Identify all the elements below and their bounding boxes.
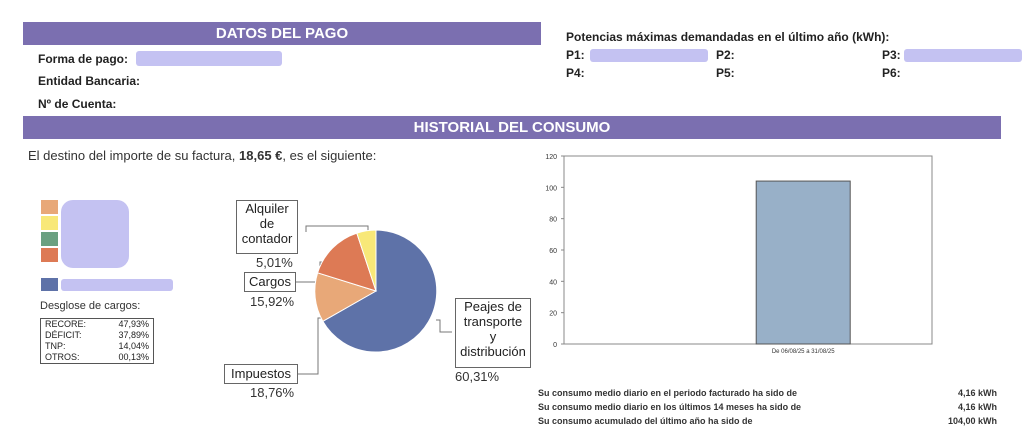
y-tick-label: 40 xyxy=(549,279,557,287)
y-tick-label: 100 xyxy=(545,185,557,193)
y-tick-label: 20 xyxy=(549,310,557,318)
summary-line-3: Su consumo acumulado del último año ha sido de xyxy=(538,416,753,426)
p2-label: P2: xyxy=(716,48,735,62)
entidad-bancaria-label: Entidad Bancaria: xyxy=(38,74,141,88)
callout-cargos: Cargos xyxy=(244,272,296,292)
p6-label: P6: xyxy=(882,66,901,80)
cargo-name: RECORE: xyxy=(45,319,87,329)
numero-cuenta-label: Nº de Cuenta: xyxy=(38,97,117,111)
datos-pago-header: DATOS DEL PAGO xyxy=(23,22,541,45)
callout-alquiler: Alquiler de contador xyxy=(236,200,298,254)
cargo-value: 37,89% xyxy=(118,330,149,340)
cargo-name: OTROS: xyxy=(45,352,80,362)
y-tick-label: 120 xyxy=(545,154,557,161)
cargo-name: TNP: xyxy=(45,341,66,351)
callout-impuestos: Impuestos xyxy=(224,364,298,384)
y-tick-label: 60 xyxy=(549,248,557,255)
cargo-name: DÉFICIT: xyxy=(45,330,82,340)
pct-peajes: 60,31% xyxy=(455,369,500,384)
x-tick-label: De 06/08/25 a 31/08/25 xyxy=(771,349,835,355)
intro-prefix: El destino del importe de su factura, xyxy=(28,148,240,163)
p3-label: P3: xyxy=(882,48,901,62)
summary-value-1: 4,16 kWh xyxy=(957,388,997,398)
potencias-title: Potencias máximas demandadas en el último año (kWh): xyxy=(566,30,890,44)
leader-peajes xyxy=(436,320,452,332)
leader-impuestos xyxy=(296,318,328,374)
leader-alquiler xyxy=(306,226,368,232)
consumo-bar-chart xyxy=(530,148,950,363)
desglose-title: Desglose de cargos: xyxy=(40,300,141,312)
intro-suffix: , es el siguiente: xyxy=(282,148,377,163)
forma-pago-label: Forma de pago: xyxy=(38,52,129,66)
pct-alquiler: 5,01% xyxy=(256,255,293,270)
cargo-value: 47,93% xyxy=(118,319,149,329)
summary-line-2: Su consumo medio diario en los últimos 14 meses ha sido de xyxy=(538,402,802,412)
pct-impuestos: 18,76% xyxy=(250,385,295,400)
pct-cargos: 15,92% xyxy=(250,294,295,309)
summary-value-2: 4,16 kWh xyxy=(957,402,997,412)
historial-header: HISTORIAL DEL CONSUMO xyxy=(23,116,1001,139)
summary-line-1: Su consumo medio diario en el periodo facturado ha sido de xyxy=(538,388,798,398)
p4-label: P4: xyxy=(566,66,585,80)
plot-area xyxy=(564,156,932,344)
cargo-value: 00,13% xyxy=(118,352,149,362)
y-tick-label: 80 xyxy=(549,216,557,224)
summary-value-3: 104,00 kWh xyxy=(947,416,997,426)
p5-label: P5: xyxy=(716,66,735,80)
y-tick-label: 0 xyxy=(553,342,557,349)
cargo-value: 14,04% xyxy=(118,341,149,351)
p1-label: P1: xyxy=(566,48,585,62)
bar xyxy=(756,181,850,344)
callout-peajes: Peajes de transporte y distribución xyxy=(455,298,531,368)
intro-amount: 18,65 € xyxy=(239,148,283,163)
